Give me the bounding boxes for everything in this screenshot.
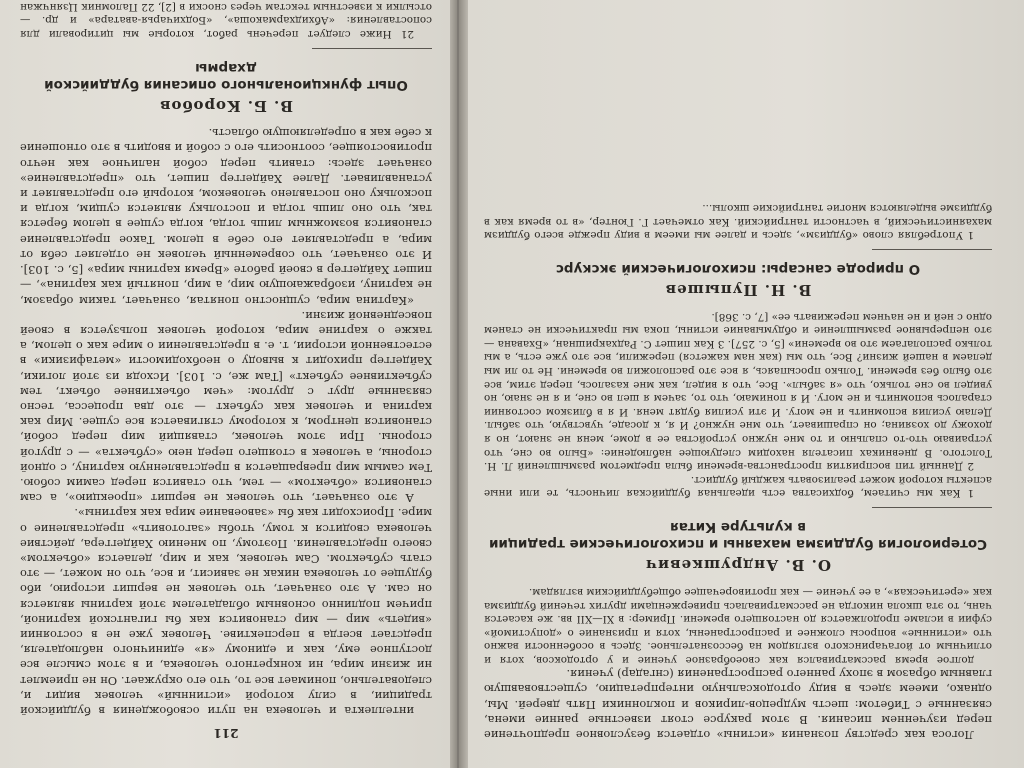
footnote-rule-2 — [872, 249, 992, 250]
article3-author: В. Б. Коробов — [159, 97, 293, 116]
right-low-text: «Картина мира, сущностно понятая, означает, таким образом, не картину, изображающую мир, а мир, понятый как картина», — пишет Хайдеггер в своей работе «Время картины мира» [5, с. 103]. И это означает, что современный человек не отделяет себя от мира, а представляет его себе в целом. Такое представление становится возможным лишь тогда, когда сущее в целом берется так, что оно лишь тогда и постольку является сущим, когда и поскольку оно поставлено человеком, который его представляет и устанавливает. Далее Хайдеггер пишет, что «представление» означает здесь: ставить перед собой наличное как нечто противостоящее, соотносить его с собой и вводить в это отношение к себе как в определяющую область. — [20, 126, 432, 308]
left-intro-text: Логоса как средству познания «истины» отдается безусловное предпочтение перед изученнем писания. В этом ракурсе стоят известные ранние имена, связанные с Тибетом: шесть мудрецов-лириков и поклонники Пять дверей. Мы, однако, имеем здесь в виду ортодоксальную интерпретацию, существовавшую главным образом в эпоху раннего распространения (снгадар) учения. — [484, 667, 992, 742]
article2-footnote: 1 Употребляя слово «буддизм», здесь и далее мы имеем в виду прежде всего буддизм махаянистический, в частности тантрийский. Как отмечает Г. Гюнтер, «в то время как в буддизме выделяются многие тантрийские школы... — [484, 201, 992, 242]
article2-title: О природе сансары: психологический экскурс — [555, 261, 921, 278]
article1-footnote: 1 Как мы считаем, бодхисатва есть идеальная буддийская личность, те или иные аспекты которой может реализовать каждый буддист. — [484, 473, 992, 500]
right-page — [0, 0, 450, 768]
left-page — [466, 0, 1024, 768]
footnote-rule-3 — [312, 48, 432, 49]
article1-footnote-text: 2 Данный тип восприятия пространства-времени была предметом размышлений Л. Н. Толстого. В дневниках писателя находим следующее наблюдение: «Было во сне, что устраиваю что-то спальню и то мне нужно устройства ее в доме, меня не знают, но я дохожу до хозяина; он спрашивает, что мне нужно? И я, к досаде, чувствую, что забыл. Делаю усилия вспомнить и не могу. И эти усилия будят меня. И я в близком состоянии старалось вспомнить и не могу. И я понимаю, что то, зачем я шел во сне, и я не знаю, но увидел во сне только, что «я забыл». Все, что я видел, как мне казалось, перед этим, все это было без времени. Только просыпаясь, я все это расположил во времени. Не то ли мы делаем в нашей жизни? Все, что мы (как нам кажется) пережили, все это уже есть, а мы только располагаем это во времени» [5, с. 257]. 3 Как пишет С. Радхакришнан, «Бхавана — это непрерывное размышление и обдумывание истины, пока мы практически не станем одно с ней и не начнем переживать ее» [7, с. 368]. — [484, 310, 992, 473]
article1-author: О. В. Андрушкевич — [645, 556, 831, 575]
right-bottom-footnotes: 21 Ниже следует перечень работ, которые мы цитировали для сопоставления: «Абхидхармакоша», «Бодхичарья-аватара» и др. — отсылки к известным текстам через сноски в [2], 22 Паломник Цзянчжан — [20, 0, 432, 41]
article2-author: В. Н. Пупышев — [664, 281, 812, 300]
right-top-text: интеллекта и человека на пути освобождения в буддийской традиции, в силу которой «истинный» человек видит и, следовательно, понимает все то, что его окружает. Он не приемлет ни жизни мира, ни конкретного человека, и в этом смысле все доступное ему, как и единому «я» единичного наблюдателя, предстает всегда в перспективе. Человек уже не в состоянии «видеть» мир — мир становится как бы гигантской картиной, причем подлинно основным обладателем этой картины является он сам. А это означает, что человек не вершит историю, ибо будущее от человека никак не зависит, и все, что он может, — это стать субъектом. Сам человек, как и мир, делается «объектом» своего представления. Поэтому, по мнению Хайдеггера, действие человека сводится к тому, чтобы «заготовить» представление о мире. Происходит как бы «завоевание мира как картины». — [20, 506, 432, 718]
left-footnote-block: долгое время рассматривался как своеобразное учение и у ортодоксов, хотя и отличным от йогачаринского взглядом на бессознательное. Здесь в особенности важно что «истинные» вопросы сложнее и распространены, хотя и признание о «допустимой» суфии в исламе продолжается до настоящего времени. Пример: в XI—XII вв. же касается чань, то эта школа никогда не рассматривалась приверженцами других течений буддизма как «еретическая», а ее учение — как противоречащее общебуддийским взглядам. — [484, 586, 992, 666]
footnote-rule — [872, 507, 992, 508]
right-mid-text: А это означает, что человек не вершит «проекцию», а сам становится «объектом» — тем, что ставится перед самим собою. Тем самым мир превращается в представленную картину, с одной стороны, а человек в стоящего перед нею «субъекта» — с другой стороны. При этом человек, ставящий мир перед собой, становится центром, к которому стягивается все сущее. Мир как картина и человек как субъект — это два процесса, тесно связанные друг с другом: «чем объективнее объект, тем субъективнее субъект» [Там же, с. 103]. Исходя из этой логики, Хайдеггер приходит к выводу о необходимости «метафизики» в естественной истории, т. е. в представлении о мире как о целом, а также о картине мира, которой человек пользуется в своей повседневной жизни. — [20, 308, 432, 506]
book-gutter — [448, 0, 468, 768]
page-number: 211 — [213, 726, 239, 740]
article1-title: Сотериология буддизма махаяны и психологические традиции в культуре Китая — [488, 519, 988, 553]
article3-title: Опыт функционального описания буддийской дхармы — [44, 60, 408, 94]
